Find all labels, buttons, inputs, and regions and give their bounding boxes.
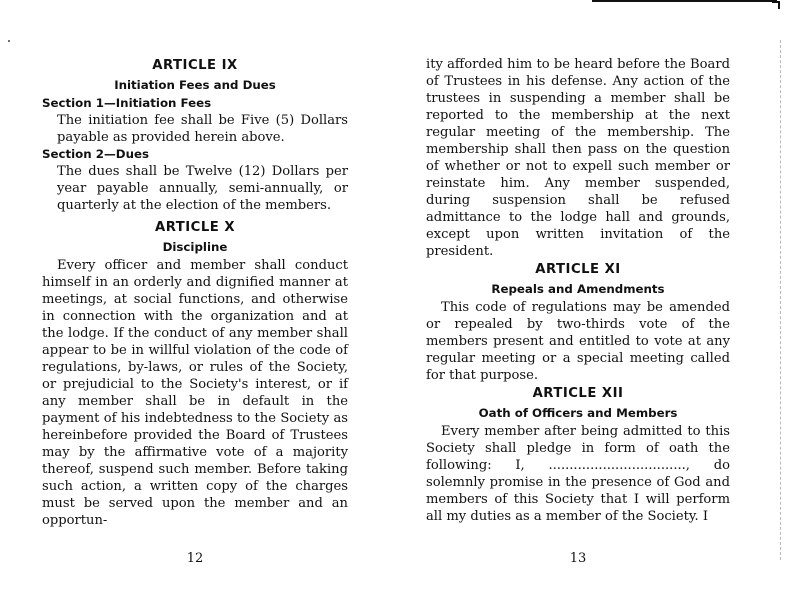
article-x-heading: ARTICLE X [154,220,236,235]
page-number-right: 13 [569,551,587,566]
article-x-continued-text: ity afforded him to be heard before the Board of Trustees in his defense. Any action of the trustees in suspending a member shall be reported to the membership at the next regular meeting of the membership. The membership shall then pass on the question of whether or not to expell such member or reinstate him. Any member suspended, during suspension shall be refused admittance to the lodge hall and grounds, except upon written invitation of the president. [426,57,730,259]
article-xii-subheading: Oath of Officers and Members [478,406,678,420]
right-page [396,0,792,612]
article-x-subheading: Discipline [162,240,228,254]
article-xi-heading: ARTICLE XI [535,262,621,277]
section-1-text: The initiation fee shall be Five (5) Dollars payable as provided herein above. [57,113,348,145]
right-page-column [426,56,730,525]
left-page-column [42,56,348,529]
page-number-left: 12 [186,551,204,566]
article-xii-heading: ARTICLE XII [532,386,624,401]
article-xi-text: This code of regulations may be amended or repealed by two-thirds vote of the members present and entitled to vote at any regular meeting or a special meeting called for that purpose. [426,300,730,383]
article-xii-text: Every member after being admitted to this Society shall pledge in form of oath the following: I, ................................., do solemnly promise in the presence of God and members of this Society that I will perform all my duties as a member of the Society. I [426,424,730,524]
article-x-text: Every officer and member shall conduct himself in an orderly and dignified manner at meetings, at social functions, and otherwise in connection with the organization and at the lodge. If the conduct of any member shall appear to be in willful violation of the code of regulations, by-laws, or rules of the Society, or prejudicial to the Society's interest, or if any member shall be in default in the payment of his indebtedness to the Society as hereinbefore provided the Board of Trustees may by the affirmative vote of a majority thereof, suspend such member. Before taking such action, a written copy of the charges must be served upon the member and an opportun- [42,258,348,528]
section-1-heading: Section 1—Initiation Fees [42,96,212,110]
section-2-heading: Section 2—Dues [42,147,150,161]
article-ix-heading: ARTICLE IX [152,58,238,73]
article-ix-subheading: Initiation Fees and Dues [114,78,276,92]
article-xi-subheading: Repeals and Amendments [491,282,665,296]
section-2-text: The dues shall be Twelve (12) Dollars per year payable annually, semi-annually, or quarterly at the election of the members. [57,164,348,213]
